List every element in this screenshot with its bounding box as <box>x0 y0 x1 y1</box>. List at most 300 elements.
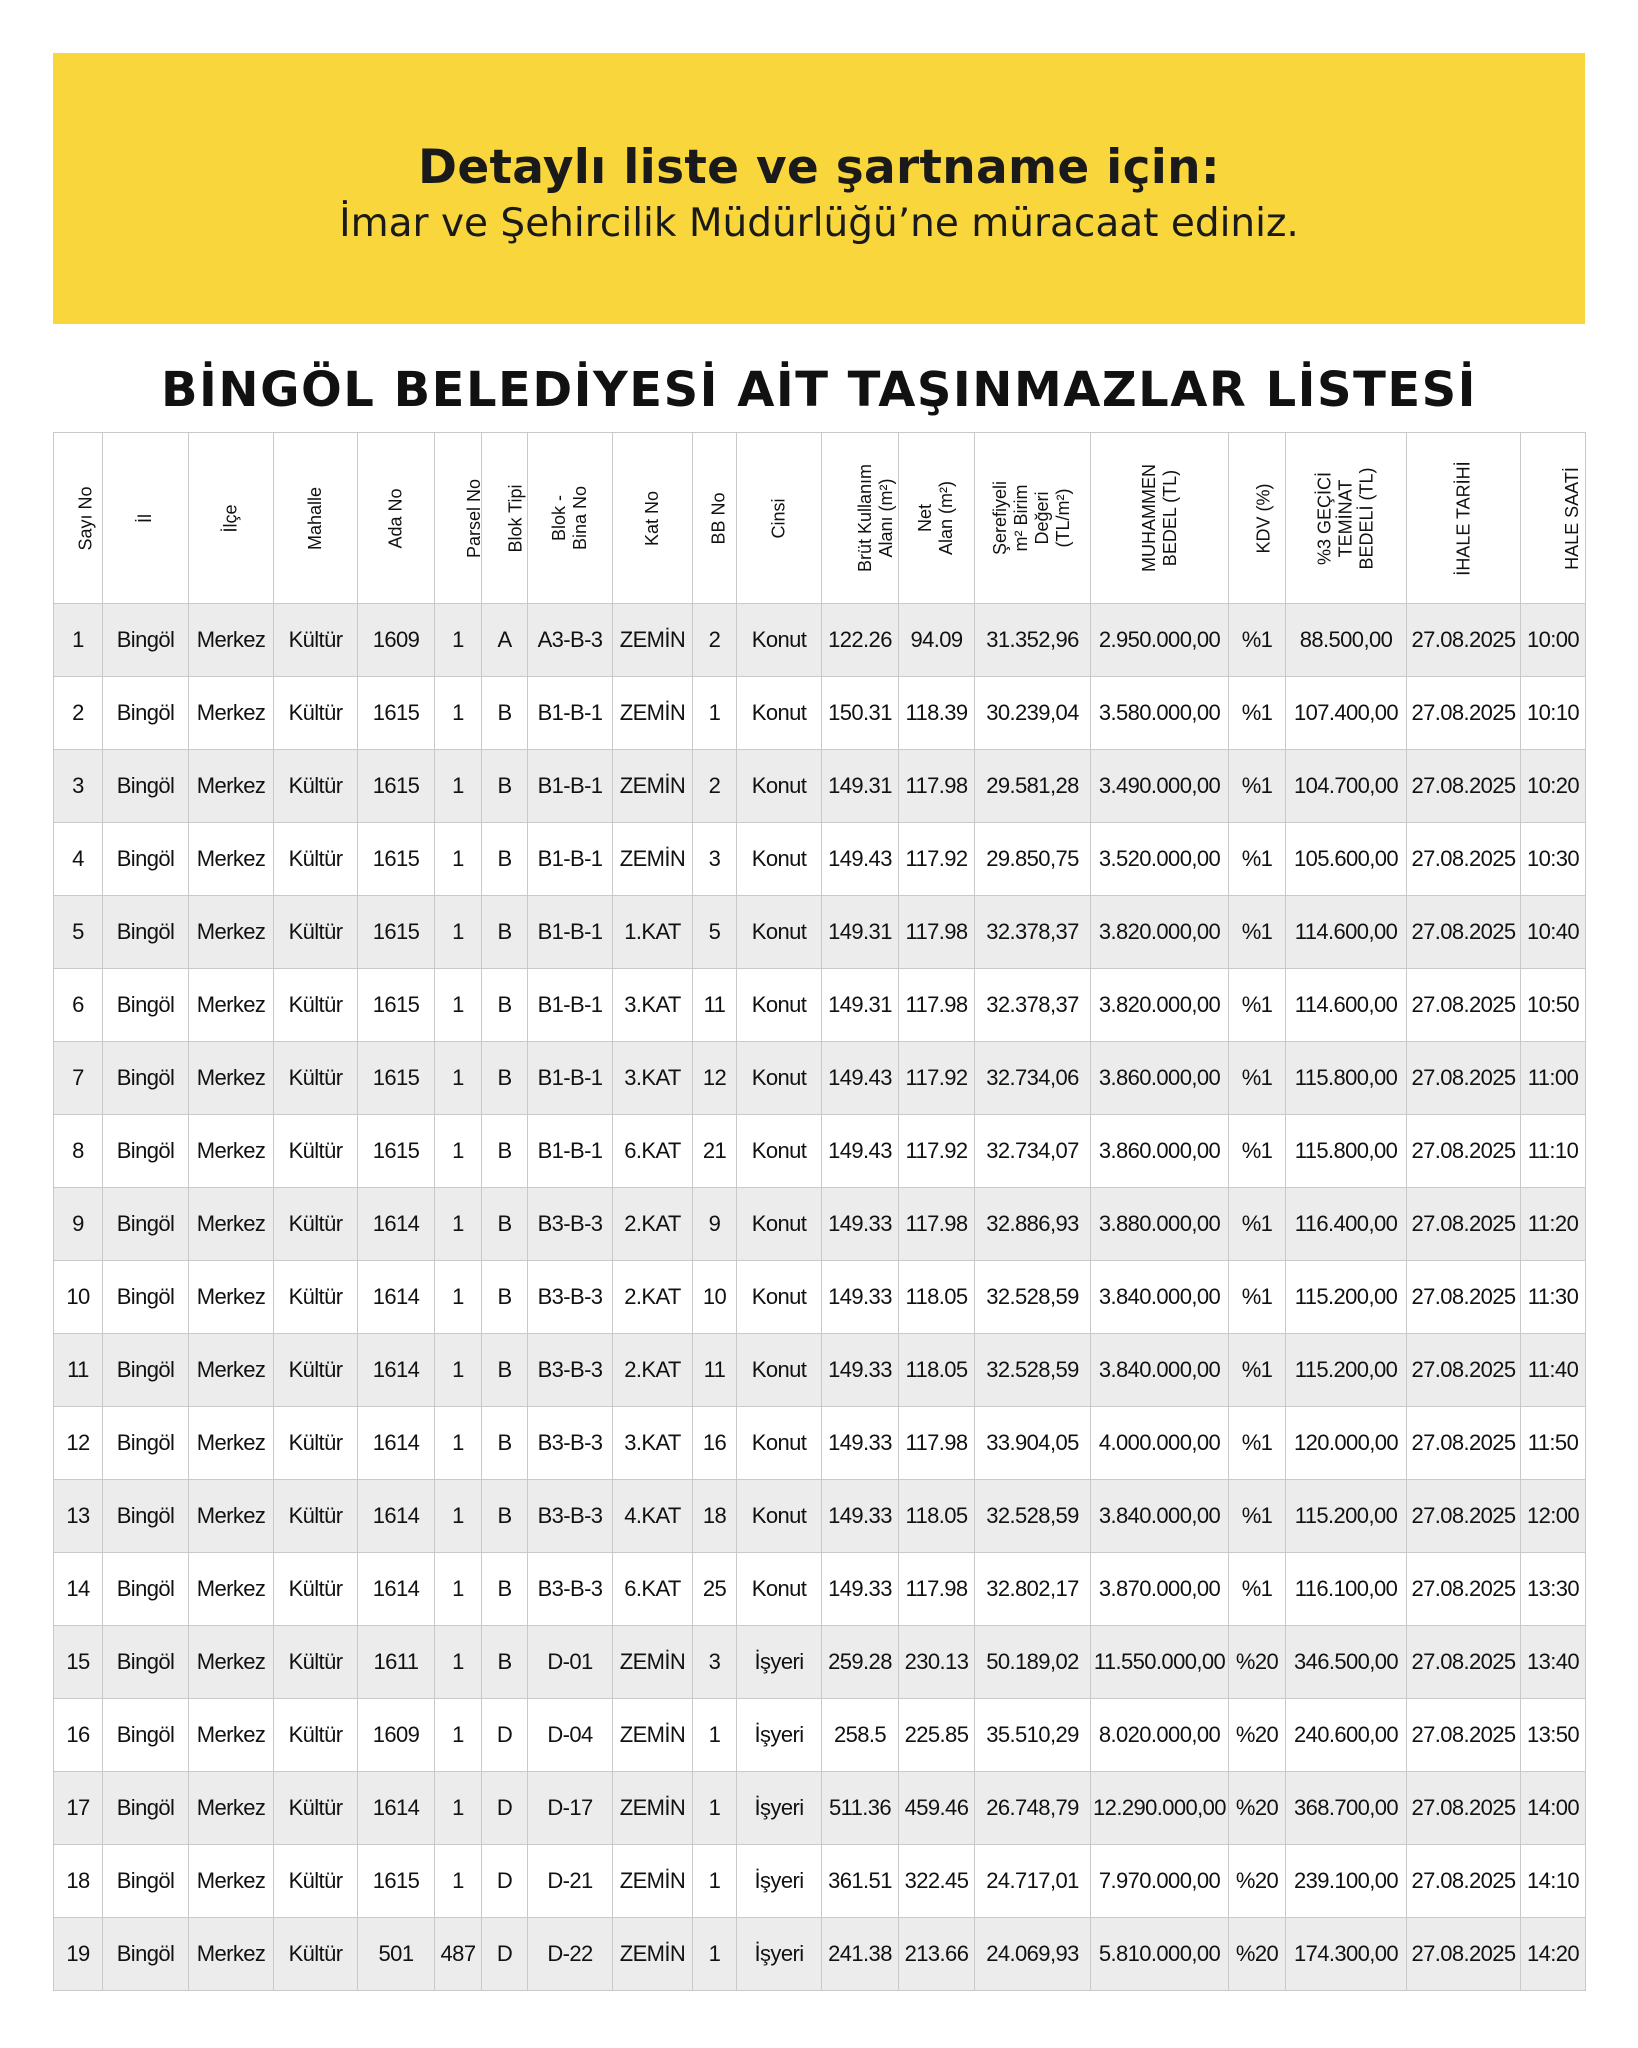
table-cell: 1 <box>435 1699 482 1772</box>
table-cell: 1 <box>693 1918 737 1991</box>
table-cell: Bingöl <box>103 823 189 896</box>
column-header-label: Ada No <box>385 487 406 549</box>
table-row <box>54 1334 1586 1407</box>
table-cell: 18 <box>54 1845 103 1918</box>
table-cell: 8 <box>54 1115 103 1188</box>
table-cell: B <box>482 1553 528 1626</box>
table-cell: 32.734,07 <box>975 1115 1091 1188</box>
table-cell: 13 <box>54 1480 103 1553</box>
table-cell: 239.100,00 <box>1286 1845 1407 1918</box>
table-cell: B3-B-3 <box>528 1553 613 1626</box>
table-cell: Merkez <box>189 1042 274 1115</box>
table-cell: 1 <box>54 604 103 677</box>
table-cell: 30.239,04 <box>975 677 1091 750</box>
table-cell: %1 <box>1229 1553 1286 1626</box>
table-cell: Bingöl <box>103 1626 189 1699</box>
table-cell: 105.600,00 <box>1286 823 1407 896</box>
table-cell: Merkez <box>189 896 274 969</box>
table-cell: 16 <box>54 1699 103 1772</box>
table-cell: D-04 <box>528 1699 613 1772</box>
table-cell: Merkez <box>189 1626 274 1699</box>
table-body <box>54 604 1586 1991</box>
table-cell: Merkez <box>189 1772 274 1845</box>
table-cell: Kültür <box>274 1407 358 1480</box>
table-cell: B3-B-3 <box>528 1480 613 1553</box>
table-cell: 149.31 <box>822 750 899 823</box>
column-header <box>274 433 358 604</box>
table-row <box>54 1626 1586 1699</box>
table-cell: 117.98 <box>899 1553 975 1626</box>
table-cell: Bingöl <box>103 1261 189 1334</box>
table-cell: 27.08.2025 <box>1407 1188 1521 1261</box>
column-header-label: İHALE TARİHİ <box>1453 460 1474 576</box>
table-cell: B <box>482 896 528 969</box>
table-cell: 1609 <box>358 1699 435 1772</box>
table-cell: Merkez <box>189 1188 274 1261</box>
table-cell: 19 <box>54 1918 103 1991</box>
column-header-label: Blok Tipi <box>505 483 526 553</box>
table-cell: 368.700,00 <box>1286 1772 1407 1845</box>
table-cell: 115.800,00 <box>1286 1042 1407 1115</box>
table-cell: Konut <box>737 1334 822 1407</box>
table-cell: Merkez <box>189 1334 274 1407</box>
table-cell: Merkez <box>189 1845 274 1918</box>
table-cell: 2 <box>54 677 103 750</box>
table-cell: 225.85 <box>899 1699 975 1772</box>
table-cell: 117.98 <box>899 896 975 969</box>
table-cell: Konut <box>737 1261 822 1334</box>
table-cell: 10:20 <box>1521 750 1586 823</box>
table-cell: D <box>482 1699 528 1772</box>
table-cell: 12:00 <box>1521 1480 1586 1553</box>
column-header-label: Net Alan (m²) <box>915 480 957 556</box>
table-cell: %1 <box>1229 969 1286 1042</box>
table-cell: 13:40 <box>1521 1626 1586 1699</box>
table-cell: 11:30 <box>1521 1261 1586 1334</box>
table-cell: B1-B-1 <box>528 1042 613 1115</box>
table-row <box>54 1042 1586 1115</box>
table-cell: Bingöl <box>103 677 189 750</box>
table-cell: 10:00 <box>1521 604 1586 677</box>
table-cell: 1614 <box>358 1188 435 1261</box>
table-cell: Konut <box>737 604 822 677</box>
table-cell: 14:00 <box>1521 1772 1586 1845</box>
table-cell: ZEMİN <box>613 1772 693 1845</box>
table-cell: Konut <box>737 1480 822 1553</box>
table-cell: 1 <box>435 604 482 677</box>
table-cell: Konut <box>737 896 822 969</box>
table-cell: Bingöl <box>103 604 189 677</box>
table-cell: 27.08.2025 <box>1407 1042 1521 1115</box>
table-cell: 1 <box>435 750 482 823</box>
table-cell: 230.13 <box>899 1626 975 1699</box>
table-cell: 94.09 <box>899 604 975 677</box>
table-cell: 1614 <box>358 1480 435 1553</box>
table-cell: Merkez <box>189 1553 274 1626</box>
table-cell: 346.500,00 <box>1286 1626 1407 1699</box>
table-row <box>54 1553 1586 1626</box>
table-cell: B3-B-3 <box>528 1188 613 1261</box>
table-cell: Kültür <box>274 969 358 1042</box>
table-cell: 32.734,06 <box>975 1042 1091 1115</box>
table-cell: 3.KAT <box>613 1042 693 1115</box>
table-cell: Kültür <box>274 1115 358 1188</box>
table-cell: 14:10 <box>1521 1845 1586 1918</box>
property-table <box>53 432 1586 1991</box>
table-cell: D <box>482 1918 528 1991</box>
table-cell: %20 <box>1229 1772 1286 1845</box>
table-cell: 2 <box>693 750 737 823</box>
table-cell: 32.886,93 <box>975 1188 1091 1261</box>
table-cell: D-21 <box>528 1845 613 1918</box>
table-cell: B1-B-1 <box>528 677 613 750</box>
table-cell: Bingöl <box>103 1480 189 1553</box>
table-cell: Konut <box>737 823 822 896</box>
table-cell: Kültür <box>274 896 358 969</box>
table-cell: D-22 <box>528 1918 613 1991</box>
table-row <box>54 1261 1586 1334</box>
page-title: BİNGÖL BELEDİYESİ AİT TAŞINMAZLAR LİSTESİ <box>160 362 1478 418</box>
table-cell: Bingöl <box>103 1334 189 1407</box>
table-cell: 2.KAT <box>613 1334 693 1407</box>
table-cell: %20 <box>1229 1626 1286 1699</box>
table-cell: %1 <box>1229 1334 1286 1407</box>
table-cell: Bingöl <box>103 1845 189 1918</box>
table-cell: 10:10 <box>1521 677 1586 750</box>
table-cell: 361.51 <box>822 1845 899 1918</box>
table-cell: 116.400,00 <box>1286 1188 1407 1261</box>
table-cell: Konut <box>737 969 822 1042</box>
table-cell: %20 <box>1229 1699 1286 1772</box>
table-cell: Kültür <box>274 1480 358 1553</box>
table-cell: B <box>482 1626 528 1699</box>
table-cell: 1615 <box>358 969 435 1042</box>
table-cell: A3-B-3 <box>528 604 613 677</box>
table-cell: Merkez <box>189 1115 274 1188</box>
table-cell: 2.950.000,00 <box>1091 604 1229 677</box>
table-cell: 27.08.2025 <box>1407 969 1521 1042</box>
table-cell: Kültür <box>274 1188 358 1261</box>
table-cell: Kültür <box>274 1845 358 1918</box>
table-cell: 1 <box>693 1772 737 1845</box>
table-row <box>54 1845 1586 1918</box>
table-cell: 1615 <box>358 1845 435 1918</box>
table-cell: 104.700,00 <box>1286 750 1407 823</box>
table-cell: 26.748,79 <box>975 1772 1091 1845</box>
table-cell: 3.880.000,00 <box>1091 1188 1229 1261</box>
table-cell: %1 <box>1229 823 1286 896</box>
table-cell: 3.820.000,00 <box>1091 969 1229 1042</box>
column-header <box>482 433 528 604</box>
column-header-label: Mahalle <box>304 486 325 550</box>
table-cell: Konut <box>737 677 822 750</box>
table-cell: 487 <box>435 1918 482 1991</box>
table-cell: 13:30 <box>1521 1553 1586 1626</box>
table-header <box>54 433 1586 604</box>
header-row <box>54 433 1586 604</box>
table-cell: 149.43 <box>822 1042 899 1115</box>
table-cell: B1-B-1 <box>528 969 613 1042</box>
table-cell: Merkez <box>189 1407 274 1480</box>
table-cell: 118.39 <box>899 677 975 750</box>
table-cell: 18 <box>693 1480 737 1553</box>
table-cell: 1 <box>435 1553 482 1626</box>
table-cell: 27.08.2025 <box>1407 604 1521 677</box>
table-cell: B <box>482 1334 528 1407</box>
table-cell: D <box>482 1845 528 1918</box>
table-cell: 1 <box>435 677 482 750</box>
table-cell: Kültür <box>274 1553 358 1626</box>
table-cell: 1 <box>435 1845 482 1918</box>
column-header-label: HALE SAATİ <box>1561 466 1582 570</box>
table-cell: İşyeri <box>737 1699 822 1772</box>
table-row <box>54 1188 1586 1261</box>
column-header-label: BB No <box>708 491 729 545</box>
table-cell: 2.KAT <box>613 1188 693 1261</box>
table-cell: Bingöl <box>103 969 189 1042</box>
table-cell: 3.860.000,00 <box>1091 1115 1229 1188</box>
table-cell: 9 <box>693 1188 737 1261</box>
table-cell: 1 <box>435 1407 482 1480</box>
table-cell: 27.08.2025 <box>1407 1626 1521 1699</box>
table-cell: Kültür <box>274 1772 358 1845</box>
table-row <box>54 604 1586 677</box>
table-cell: 32.802,17 <box>975 1553 1091 1626</box>
table-cell: 3.840.000,00 <box>1091 1480 1229 1553</box>
table-cell: 3.KAT <box>613 1407 693 1480</box>
table-cell: 10:50 <box>1521 969 1586 1042</box>
table-cell: 10:30 <box>1521 823 1586 896</box>
table-cell: 32.378,37 <box>975 969 1091 1042</box>
table-cell: Konut <box>737 750 822 823</box>
table-cell: Bingöl <box>103 1553 189 1626</box>
table-cell: 150.31 <box>822 677 899 750</box>
table-cell: 3.490.000,00 <box>1091 750 1229 823</box>
table-cell: 115.200,00 <box>1286 1480 1407 1553</box>
table-cell: 27.08.2025 <box>1407 896 1521 969</box>
table-cell: 2.KAT <box>613 1261 693 1334</box>
column-header-label: MUHAMMEN BEDEL (TL) <box>1138 464 1180 572</box>
table-cell: 27.08.2025 <box>1407 1845 1521 1918</box>
table-cell: 259.28 <box>822 1626 899 1699</box>
table-cell: 1.KAT <box>613 896 693 969</box>
table-cell: 117.98 <box>899 1407 975 1480</box>
table-cell: 10 <box>54 1261 103 1334</box>
table-cell: D-01 <box>528 1626 613 1699</box>
column-header <box>1229 433 1286 604</box>
table-cell: 213.66 <box>899 1918 975 1991</box>
table-cell: B <box>482 1407 528 1480</box>
table-cell: 32.528,59 <box>975 1334 1091 1407</box>
table-cell: %1 <box>1229 1407 1286 1480</box>
table-cell: 174.300,00 <box>1286 1918 1407 1991</box>
table-cell: B1-B-1 <box>528 823 613 896</box>
table-cell: ZEMİN <box>613 604 693 677</box>
table-cell: 10 <box>693 1261 737 1334</box>
table-cell: 11 <box>693 969 737 1042</box>
table-cell: %20 <box>1229 1845 1286 1918</box>
table-cell: İşyeri <box>737 1772 822 1845</box>
table-cell: ZEMİN <box>613 677 693 750</box>
table-cell: A <box>482 604 528 677</box>
table-cell: 11 <box>693 1334 737 1407</box>
table-cell: 1611 <box>358 1626 435 1699</box>
table-cell: Merkez <box>189 1261 274 1334</box>
table-cell: 1 <box>435 823 482 896</box>
table-cell: Merkez <box>189 1480 274 1553</box>
banner-subtitle: İmar ve Şehircilik Müdürlüğü’ne müracaat ediniz. <box>339 200 1299 246</box>
table-row <box>54 823 1586 896</box>
table-cell: 1 <box>435 1772 482 1845</box>
table-cell: 4.000.000,00 <box>1091 1407 1229 1480</box>
column-header-label: Blok - Bina No <box>548 485 590 551</box>
table-cell: 16 <box>693 1407 737 1480</box>
table-cell: B <box>482 823 528 896</box>
table-row <box>54 1772 1586 1845</box>
table-cell: 3.KAT <box>613 969 693 1042</box>
column-header-label: Brüt Kullanım Alanı (m²) <box>855 463 897 573</box>
table-cell: 27.08.2025 <box>1407 823 1521 896</box>
table-cell: 118.05 <box>899 1261 975 1334</box>
table-cell: D <box>482 1772 528 1845</box>
column-header <box>693 433 737 604</box>
table-cell: Bingöl <box>103 1115 189 1188</box>
table-cell: B1-B-1 <box>528 896 613 969</box>
table-cell: 1614 <box>358 1334 435 1407</box>
info-banner <box>53 53 1585 324</box>
table-cell: Merkez <box>189 750 274 823</box>
table-cell: 115.800,00 <box>1286 1115 1407 1188</box>
table-cell: 33.904,05 <box>975 1407 1091 1480</box>
table-cell: D-17 <box>528 1772 613 1845</box>
table-cell: 88.500,00 <box>1286 604 1407 677</box>
table-cell: 11:40 <box>1521 1334 1586 1407</box>
table-cell: 8.020.000,00 <box>1091 1699 1229 1772</box>
table-cell: Kültür <box>274 1261 358 1334</box>
table-cell: 11:50 <box>1521 1407 1586 1480</box>
table-cell: 1615 <box>358 896 435 969</box>
table-cell: B <box>482 1115 528 1188</box>
table-cell: 149.33 <box>822 1480 899 1553</box>
table-cell: 1 <box>435 1042 482 1115</box>
table-cell: 149.31 <box>822 896 899 969</box>
table-cell: 1609 <box>358 604 435 677</box>
table-cell: 258.5 <box>822 1699 899 1772</box>
table-cell: 13:50 <box>1521 1699 1586 1772</box>
table-cell: 24.717,01 <box>975 1845 1091 1918</box>
table-cell: %1 <box>1229 677 1286 750</box>
table-cell: 27.08.2025 <box>1407 1115 1521 1188</box>
table-row <box>54 750 1586 823</box>
table-cell: 118.05 <box>899 1480 975 1553</box>
table-cell: 117.98 <box>899 1188 975 1261</box>
table-cell: Merkez <box>189 823 274 896</box>
table-cell: ZEMİN <box>613 1626 693 1699</box>
table-cell: 3.520.000,00 <box>1091 823 1229 896</box>
table-cell: 149.33 <box>822 1407 899 1480</box>
column-header-label: Kat No <box>642 490 662 546</box>
table-cell: 11 <box>54 1334 103 1407</box>
table-cell: İşyeri <box>737 1918 822 1991</box>
table-cell: Bingöl <box>103 1699 189 1772</box>
table-cell: 501 <box>358 1918 435 1991</box>
table-cell: 120.000,00 <box>1286 1407 1407 1480</box>
table-cell: 115.200,00 <box>1286 1261 1407 1334</box>
table-row <box>54 1115 1586 1188</box>
banner-title: Detaylı liste ve şartname için: <box>418 139 1220 195</box>
table-cell: Konut <box>737 1188 822 1261</box>
table-cell: B1-B-1 <box>528 1115 613 1188</box>
table-cell: 149.31 <box>822 969 899 1042</box>
table-cell: 240.600,00 <box>1286 1699 1407 1772</box>
table-cell: 7.970.000,00 <box>1091 1845 1229 1918</box>
table-cell: 149.43 <box>822 1115 899 1188</box>
table-cell: %1 <box>1229 1042 1286 1115</box>
column-header <box>54 433 103 604</box>
table-cell: 149.43 <box>822 823 899 896</box>
table-cell: 115.200,00 <box>1286 1334 1407 1407</box>
table-cell: 50.189,02 <box>975 1626 1091 1699</box>
table-cell: 12 <box>693 1042 737 1115</box>
table-row <box>54 896 1586 969</box>
table-cell: 1 <box>435 1188 482 1261</box>
table-cell: 1 <box>693 1699 737 1772</box>
table-cell: %1 <box>1229 750 1286 823</box>
table-cell: Kültür <box>274 1042 358 1115</box>
table-cell: 4 <box>54 823 103 896</box>
table-cell: 114.600,00 <box>1286 896 1407 969</box>
table-cell: 29.850,75 <box>975 823 1091 896</box>
table-cell: B1-B-1 <box>528 750 613 823</box>
table-cell: 6 <box>54 969 103 1042</box>
table-cell: 149.33 <box>822 1188 899 1261</box>
column-header-label: Şerefiyeli m² Birim Değeri (TL/m²) <box>990 480 1074 556</box>
column-header <box>975 433 1091 604</box>
table-cell: Bingöl <box>103 1188 189 1261</box>
table-cell: Merkez <box>189 677 274 750</box>
table-cell: 116.100,00 <box>1286 1553 1407 1626</box>
table-cell: 35.510,29 <box>975 1699 1091 1772</box>
table-cell: 14 <box>54 1553 103 1626</box>
table-cell: Merkez <box>189 1699 274 1772</box>
table-cell: 459.46 <box>899 1772 975 1845</box>
column-header <box>1091 433 1229 604</box>
table-cell: 114.600,00 <box>1286 969 1407 1042</box>
table-cell: Kültür <box>274 823 358 896</box>
table-cell: 1 <box>435 1480 482 1553</box>
table-cell: 27.08.2025 <box>1407 1553 1521 1626</box>
table-cell: 27.08.2025 <box>1407 1772 1521 1845</box>
table-cell: 15 <box>54 1626 103 1699</box>
table-cell: 1 <box>435 1626 482 1699</box>
table-cell: 11.550.000,00 <box>1091 1626 1229 1699</box>
table-cell: ZEMİN <box>613 823 693 896</box>
table-cell: 17 <box>54 1772 103 1845</box>
table-cell: İşyeri <box>737 1845 822 1918</box>
table-cell: Kültür <box>274 1699 358 1772</box>
table-cell: 27.08.2025 <box>1407 1918 1521 1991</box>
table-cell: 1614 <box>358 1407 435 1480</box>
table-cell: 27.08.2025 <box>1407 1261 1521 1334</box>
table-cell: 117.92 <box>899 823 975 896</box>
table-cell: İşyeri <box>737 1626 822 1699</box>
table-cell: B3-B-3 <box>528 1407 613 1480</box>
table-row <box>54 1699 1586 1772</box>
table-cell: 1615 <box>358 750 435 823</box>
table-cell: Kültür <box>274 750 358 823</box>
table-cell: 27.08.2025 <box>1407 750 1521 823</box>
table-cell: 511.36 <box>822 1772 899 1845</box>
